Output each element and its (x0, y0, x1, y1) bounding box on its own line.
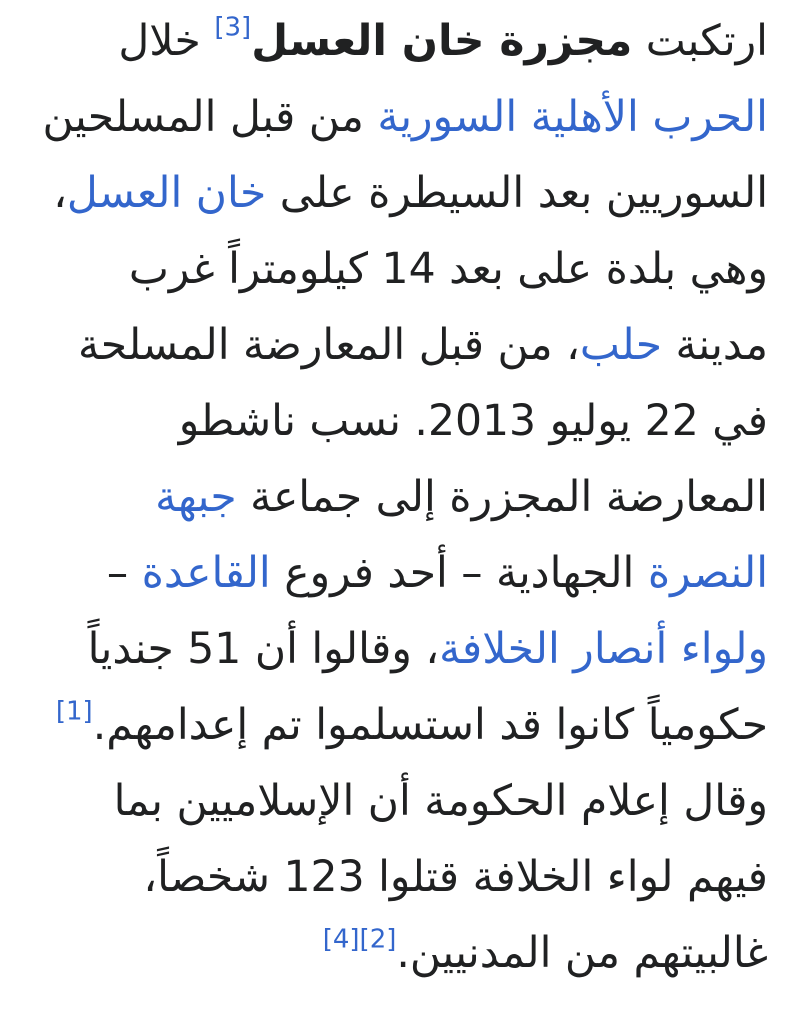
reference-4-link[interactable]: [4] (322, 924, 360, 955)
reference-2-link[interactable]: [2] (359, 924, 397, 955)
paragraph-text: ، من قبل المعارضة المسلحة في 22 يوليو 2013. نسب ناشطو المعارضة المجزرة إلى جماعة (77, 321, 768, 522)
paragraph-text: ، وقالوا أن 51 جندياً حكومياً كانوا قد استسلموا تم إعدامهم. (87, 625, 768, 750)
link-al-qaeda[interactable]: القاعدة (141, 549, 271, 598)
paragraph-text: ارتكبت (632, 17, 768, 66)
article-subject-bold: مجزرة خان العسل (251, 17, 633, 66)
link-syrian-civil-war[interactable]: الحرب الأهلية السورية (377, 93, 768, 142)
link-al-nusra-front[interactable]: جبهة النصرة (155, 473, 768, 598)
link-khan-al-assal[interactable]: خان العسل (66, 169, 267, 218)
paragraph-text: من قبل المسلحين السوريين بعد السيطرة على (42, 93, 768, 218)
article-paragraph (34, 4, 768, 992)
paragraph-text: خلال (118, 17, 215, 66)
paragraph-text: – (106, 549, 142, 598)
reference-3-link[interactable]: [3] (214, 12, 252, 43)
link-aleppo[interactable]: حلب (579, 321, 662, 370)
paragraph-text: الجهادية – أحد فروع (270, 549, 648, 598)
paragraph-text: ، وهي بلدة على بعد 14 كيلومتراً غرب مدينة (53, 169, 768, 370)
link-ansar-al-khilafa-brigade[interactable]: ولواء أنصار الخلافة (439, 625, 768, 674)
paragraph-text: وقال إعلام الحكومة أن الإسلاميين بما فيهم لواء الخلافة قتلوا 123 شخصاً، غالبيتهم من المدنيين. (113, 777, 768, 978)
reference-1-link[interactable]: [1] (55, 696, 93, 727)
